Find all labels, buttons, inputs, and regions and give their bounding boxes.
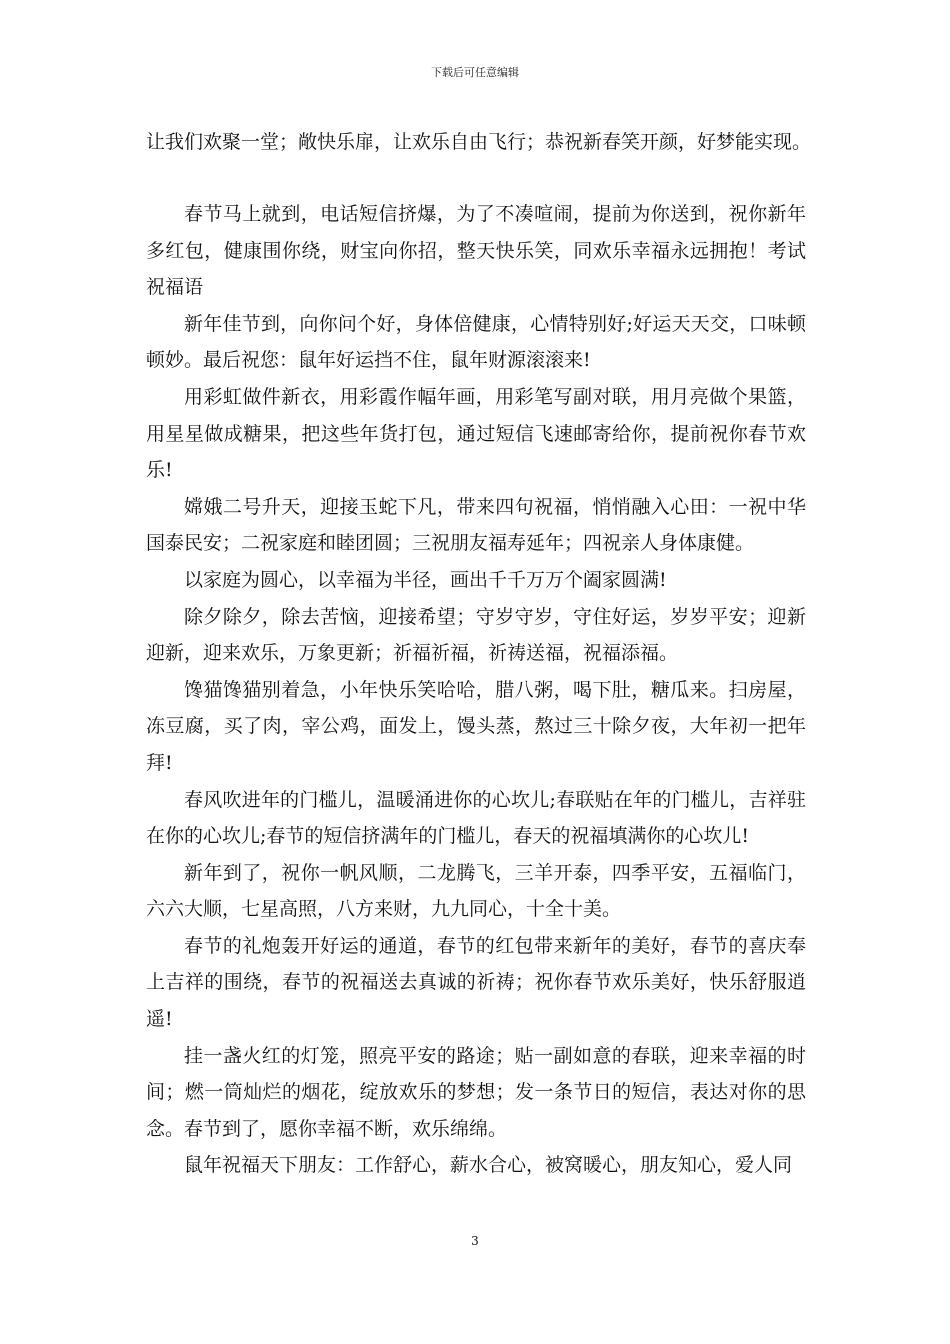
paragraph: 用彩虹做件新衣，用彩霞作幅年画，用彩笔写副对联，用月亮做个果篮，用星星做成糖果，把这些年货打包，通过短信飞速邮寄给你，提前祝你春节欢乐! [146, 385, 806, 482]
paragraph: 春节马上就到，电话短信挤爆，为了不凑喧闹，提前为你送到，祝你新年多红包，健康围你绕，财宝向你招，整天快乐笑，同欢乐幸福永远拥抱！考试祝福语 [146, 203, 806, 299]
paragraph: 以家庭为圆心，以幸福为半径，画出千千万万个阖家圆满! [184, 568, 667, 591]
paragraph: 新年佳节到，向你问个好，身体倍健康，心情特别好;好运天天交，口味顿顿妙。最后祝您：鼠年好运挡不住，鼠年财源滚滚来! [146, 312, 806, 372]
paragraph: 嫦娥二号升天，迎接玉蛇下凡，带来四句祝福，悄悄融入心田：一祝中华国泰民安；二祝家庭和睦团圆；三祝朋友福寿延年；四祝亲人身体康健。 [146, 495, 806, 555]
paragraph: 挂一盏火红的灯笼，照亮平安的路途；贴一副如意的春联，迎来幸福的时间；燃一筒灿烂的烟花，绽放欢乐的梦想；发一条节日的短信，表达对你的思念。春节到了，愿你幸福不断，欢乐绵绵。 [146, 1044, 806, 1140]
paragraph: 鼠年祝福天下朋友：工作舒心，薪水合心，被窝暖心，朋友知心，爱人同 [184, 1154, 793, 1177]
paragraph: 春节的礼炮轰开好运的通道，春节的红包带来新年的美好，春节的喜庆奉上吉祥的围绕，春节的祝福送去真诚的祈祷；祝你春节欢乐美好，快乐舒服逍遥! [146, 934, 806, 1031]
paragraph: 除夕除夕，除去苦恼，迎接希望；守岁守岁，守住好运，岁岁平安；迎新迎新，迎来欢乐，万象更新；祈福祈福，祈祷送福，祝福添福。 [146, 605, 806, 665]
document-body [146, 196, 806, 1184]
paragraph: 馋猫馋猫别着急，小年快乐笑哈哈，腊八粥，喝下肚，糖瓜来。扫房屋，冻豆腐，买了肉，宰公鸡，面发上，馒头蒸，熬过三十除夕夜，大年初一把年拜! [146, 678, 806, 774]
continued-line: 让我们欢聚一堂；敞快乐扉，让欢乐自由飞行；恭祝新春笑开颜，好梦能实现。 [146, 131, 812, 153]
paragraph: 春风吹进年的门槛儿，温暖涌进你的心坎儿;春联贴在年的门槛儿，吉祥驻在你的心坎儿;春节的短信挤满年的门槛儿，春天的祝福填满你的心坎儿! [146, 788, 806, 848]
page-header: 下载后可任意编辑 [431, 66, 519, 79]
paragraph: 新年到了，祝你一帆风顺，二龙腾飞，三羊开泰，四季平安，五福临门，六六大顺，七星高照，八方来财，九九同心，十全十美。 [146, 861, 806, 921]
page-number: 3 [471, 1234, 479, 1248]
